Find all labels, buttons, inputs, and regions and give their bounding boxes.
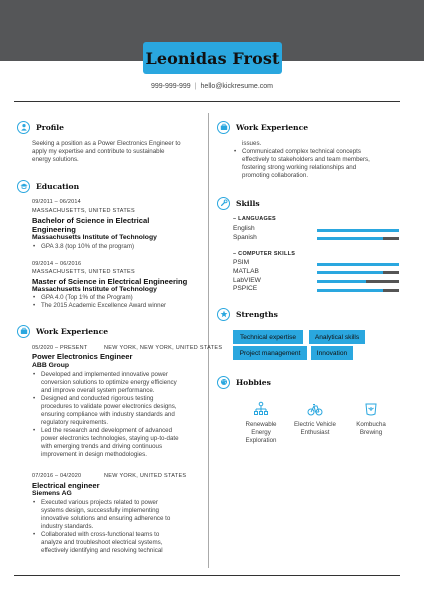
phone: 999-999-999 [151, 83, 191, 90]
strength-tag: Analytical skills [309, 330, 365, 344]
strength-tag: Innovation [311, 346, 353, 360]
computer-skills-label: – COMPUTER SKILLS [233, 251, 296, 257]
job-location: NEW YORK, UNITED STATES [104, 473, 187, 479]
job-bullets [32, 371, 208, 459]
briefcase-icon [17, 325, 30, 338]
continued-line: issues. [242, 140, 262, 147]
job-date: 07/2016 – 04/2020 [32, 473, 82, 479]
skill-name: English [233, 225, 255, 232]
job-date: 05/2020 – PRESENT [32, 345, 88, 351]
education-bullets [32, 243, 204, 251]
list-item: • Designed and conducted rigorous testing procedures to validate power electronics designs, ensuring compliance with industry standards and regulatory requirements. [32, 395, 208, 427]
skill-name: PSPICE [233, 285, 258, 292]
education-location: MASSACHUSETTS, UNITED STATES [32, 208, 135, 214]
school-name: Massachusetts Institute of Technology [32, 286, 157, 293]
strengths-heading: Strengths [217, 307, 278, 321]
hobby-item: Renewable Energy Exploration [228, 401, 294, 445]
skill-name: MATLAB [233, 268, 259, 275]
bicycle-icon [307, 401, 323, 417]
skill-name: LabVIEW [233, 277, 261, 284]
sitemap-icon [253, 401, 269, 417]
strength-tag: Technical expertise [233, 330, 303, 344]
job-title: Electrical engineer [32, 481, 100, 490]
skills-heading: Skills [217, 196, 260, 210]
wrench-icon [217, 197, 230, 210]
strength-tag: Project management [233, 346, 307, 360]
job-location: NEW YORK, NEW YORK, UNITED STATES [104, 345, 223, 351]
education-date: 09/2011 – 06/2014 [32, 199, 81, 205]
list-item: • Communicated complex technical concepts effectively to stakeholders and team members, fostering strong working relationships and promoting collaboration. [233, 148, 403, 180]
palette-icon [217, 376, 230, 389]
languages-label: – LANGUAGES [233, 216, 277, 222]
skill-bar [317, 289, 399, 292]
list-item: • Led the research and development of advanced power electronics technologies, staying up-to-date with emerging trends and driving continuous improvement in design methodologies. [32, 427, 208, 459]
email: hello@kickresume.com [200, 83, 273, 90]
list-item: • Collaborated with cross-functional teams to analyze and troubleshoot electrical systems, effectively identifying and resolving technical [32, 531, 208, 555]
education-bullets [32, 294, 204, 310]
list-item: • Executed various projects related to power systems design, successfully implementing innovative solutions and ensuring adherence to industry standards. [32, 499, 208, 531]
skill-bar [317, 237, 399, 240]
skill-bar [317, 263, 399, 266]
work-experience-heading: Work Experience [17, 324, 108, 338]
star-icon [217, 308, 230, 321]
skill-bar [317, 280, 399, 283]
contact-separator: | [194, 83, 197, 90]
list-item: • GPA 4.0 (Top 1% of the Program) [32, 294, 204, 302]
kombucha-icon [363, 401, 379, 417]
company-name: Siemens AG [32, 490, 72, 497]
education-location: MASSACHUSETTS, UNITED STATES [32, 269, 135, 275]
work-experience-continued-heading: Work Experience [217, 120, 308, 134]
school-name: Massachusetts Institute of Technology [32, 234, 157, 241]
education-heading: Education [17, 179, 79, 193]
skill-name: Spanish [233, 234, 257, 241]
education-date: 09/2014 – 06/2016 [32, 261, 82, 267]
list-item: • The 2015 Academic Excellence Award winner [32, 302, 204, 310]
bottom-rule [14, 575, 400, 576]
skill-bar [317, 271, 399, 274]
skill-name: PSIM [233, 259, 250, 266]
graduation-cap-icon [17, 180, 30, 193]
list-item: • Developed and implemented innovative power conversion solutions to optimize energy efficiency and improve overall system performance. [32, 371, 208, 395]
job-bullets [233, 148, 403, 180]
job-title: Power Electronics Engineer [32, 352, 133, 361]
degree-title: Bachelor of Science in Electrical Engineering [32, 216, 150, 234]
degree-title: Master of Science in Electrical Engineering [32, 277, 188, 286]
skill-bar [317, 229, 399, 232]
candidate-name: Leonidas Frost [145, 48, 280, 68]
name-banner [143, 42, 282, 74]
company-name: ABB Group [32, 362, 70, 369]
profile-text: Seeking a position as a Power Electronics Engineer to apply my expertise and contribute to sustainable energy solutions. [32, 140, 181, 163]
profile-heading: Profile [17, 120, 64, 134]
column-divider [208, 113, 209, 568]
job-bullets [32, 499, 208, 555]
list-item: • GPA 3.8 (top 10% of the program) [32, 243, 204, 251]
person-icon [17, 121, 30, 134]
hobbies-heading: Hobbies [217, 375, 271, 389]
hobby-item: Electric Vehicle Enthusiast [282, 401, 348, 437]
contact-line [0, 83, 424, 90]
hobby-item: Kombucha Brewing [338, 401, 404, 437]
briefcase-icon [217, 121, 230, 134]
top-rule [14, 101, 400, 102]
